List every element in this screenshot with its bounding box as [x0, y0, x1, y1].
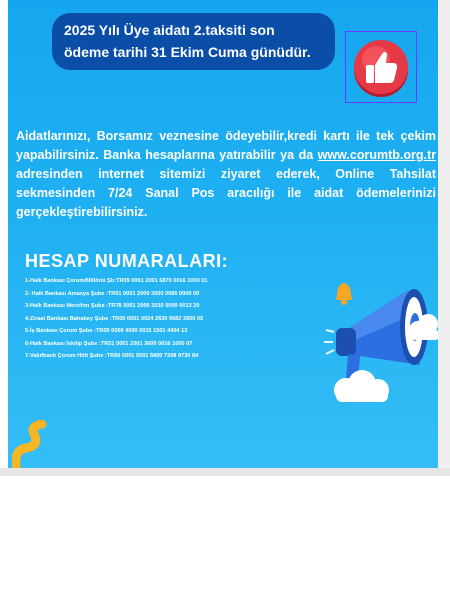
thumbs-up-icon	[345, 31, 417, 103]
cloud-icon	[326, 370, 396, 402]
website-link[interactable]: www.corumtb.org.tr	[317, 148, 436, 162]
account-item: 4-Ziraat Bankası Bahabey Şube :TR05 0001 0024 2630 9682 3950 05	[25, 315, 204, 322]
title-line-1: 2025 Yılı Üye aidatı 2.taksiti son	[64, 22, 275, 38]
account-item: 6-Halk Bankası İskilip Şube :TR51 0001 2001 3600 0016 1000 07	[25, 340, 193, 347]
payment-info-part1: Aidatlarınızı, Borsamız veznesine ödeyebilir,kredi kartı ile tek çekim yapabilirsiniz. Banka hesaplarına yatırabilir ya da	[16, 129, 436, 162]
payment-info-text	[16, 127, 436, 222]
title-line-2: ödeme tarihi 31 Ekim Cuma günüdür.	[64, 44, 311, 60]
account-item: 7-Vakıfbank Çorum Hitit Şube :TR60 0001 5001 5800 7308 9730 84	[25, 353, 199, 359]
account-item: 5-İş Bankası Çorum Şube :TR05 0006 4000 0015 1501 4404 13	[25, 328, 188, 334]
payment-info-part2: adresinden internet sitemizi ziyaret ederek, Online Tahsilat sekmesinden 7/24 Sanal Pos aracılığı ile aidat ödemelerinizi gerçekleştirebilirsiniz.	[16, 167, 436, 219]
account-item: 3-Halk Bankası Merzifon Şube :TR78 0001 2009 3010 0009 0013 20	[25, 303, 200, 309]
squiggle-decoration-icon	[12, 420, 56, 468]
announcement-title	[52, 13, 335, 70]
page-edge-bottom	[0, 468, 450, 476]
account-item: 1-Halk Bankası Çorum/Millönü Şb:TR09 0001 2001 6870 0016 1000 01	[25, 278, 208, 284]
account-numbers-heading: HESAP NUMARALARI:	[25, 251, 229, 271]
page-edge-right	[438, 0, 450, 476]
account-item: 2- Halk Bankası Amasya Şube :TR91 0001 2009 3000 0085 0000 09	[25, 290, 200, 297]
announcement-poster	[8, 0, 438, 468]
cloud-icon	[406, 312, 438, 342]
account-list	[25, 275, 325, 363]
